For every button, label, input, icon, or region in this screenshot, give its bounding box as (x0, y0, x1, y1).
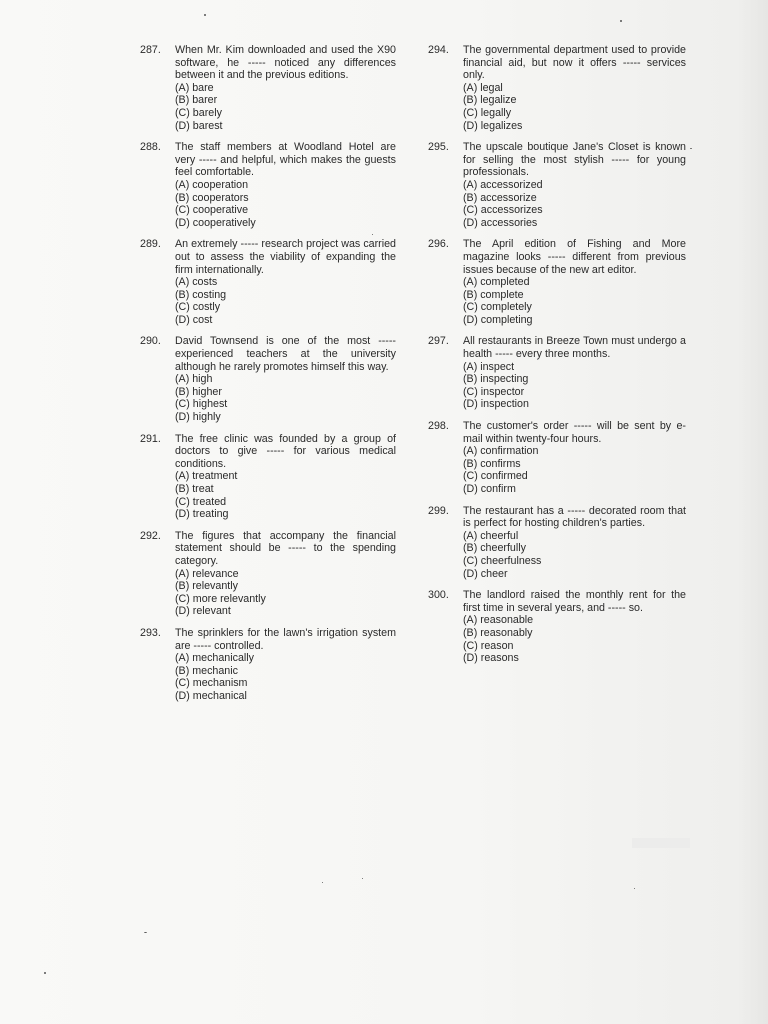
option-a: (A) cooperation (175, 178, 249, 191)
option-c: (C) legally (463, 106, 512, 119)
question-stem: The governmental department used to provide financial aid, but now it offers ----- services only. (463, 44, 686, 82)
answer-options (463, 82, 686, 132)
option-a: (A) costs (175, 276, 218, 289)
option-c: (C) treated (175, 495, 227, 508)
question-292 (140, 530, 396, 618)
scan-artifact (632, 838, 690, 848)
question-stem: David Townsend is one of the most ----- experienced teachers at the university although he rarely promotes himself this way. (175, 335, 396, 373)
answer-options (175, 82, 396, 132)
option-a: (A) high (175, 373, 213, 386)
question-288 (140, 141, 396, 229)
page-edge-shadow (738, 0, 768, 1024)
option-d: (D) cooperatively (175, 216, 256, 229)
answer-options (175, 373, 396, 423)
option-a: (A) completed (463, 276, 530, 289)
answer-options (463, 614, 686, 664)
option-a: (A) treatment (175, 470, 238, 483)
question-287 (140, 44, 396, 132)
option-b: (B) higher (175, 385, 222, 398)
option-d: (D) reasons (463, 652, 519, 665)
option-b: (B) reasonably (463, 626, 533, 639)
option-b: (B) relevantly (175, 580, 238, 593)
answer-options (463, 445, 686, 495)
question-stem: The staff members at Woodland Hotel are very ----- and helpful, which makes the guests feel comfortable. (175, 141, 396, 179)
option-c: (C) completely (463, 301, 532, 314)
option-d: (D) completing (463, 313, 533, 326)
option-b: (B) accessorize (463, 191, 537, 204)
option-c: (C) confirmed (463, 470, 528, 483)
option-c: (C) highest (175, 398, 228, 411)
question-number: 300. (428, 589, 449, 602)
option-c: (C) barely (175, 106, 222, 119)
option-c: (C) reason (463, 639, 514, 652)
question-stem: The upscale boutique Jane's Closet is known for selling the most stylish ----- for young professionals. (463, 141, 686, 179)
question-300 (428, 589, 686, 665)
option-c: (C) costly (175, 301, 221, 314)
answer-options (175, 568, 396, 618)
option-d: (D) barest (175, 119, 223, 132)
question-stem: When Mr. Kim downloaded and used the X90 software, he ----- noticed any differences between it and the previous editions. (175, 44, 396, 82)
question-number: 290. (140, 335, 161, 348)
option-a: (A) bare (175, 81, 214, 94)
question-294 (428, 44, 686, 132)
option-b: (B) mechanic (175, 664, 238, 677)
option-a: (A) legal (463, 81, 503, 94)
question-number: 288. (140, 141, 161, 154)
question-stem: All restaurants in Breeze Town must undergo a health ----- every three months. (463, 335, 686, 361)
answer-options (175, 470, 396, 520)
question-stem: The customer's order ----- will be sent by e-mail within twenty-four hours. (463, 420, 686, 445)
scan-speck (634, 888, 635, 889)
option-b: (B) treat (175, 483, 214, 495)
question-299 (428, 505, 686, 581)
question-number: 293. (140, 626, 161, 639)
question-stem: The figures that accompany the financial statement should be ----- to the spending category. (175, 529, 396, 567)
option-b: (B) legalize (463, 94, 517, 107)
scan-speck (204, 14, 206, 16)
question-number: 298. (428, 420, 449, 433)
option-a: (A) reasonable (463, 614, 534, 627)
question-number: 291. (140, 432, 161, 445)
answer-options (175, 652, 396, 702)
scan-speck (322, 882, 323, 883)
option-b: (B) barer (175, 94, 218, 107)
question-293 (140, 627, 396, 703)
question-stem: The free clinic was founded by a group of doctors to give ----- for various medical conditions. (175, 432, 396, 470)
option-d: (D) treating (175, 508, 229, 521)
scan-speck (44, 972, 46, 974)
option-d: (D) accessories (463, 216, 538, 229)
option-d: (D) cheer (463, 567, 508, 580)
question-number: 297. (428, 335, 449, 348)
question-stem: The April edition of Fishing and More magazine looks ----- different from previous issues because of the new art editor. (463, 238, 686, 276)
option-d: (D) relevant (175, 605, 231, 618)
question-stem: The sprinklers for the lawn's irrigation system are ----- controlled. (175, 626, 396, 652)
answer-options (463, 276, 686, 326)
question-number: 299. (428, 504, 449, 517)
right-question-column (428, 44, 686, 665)
option-c: (C) cheerfulness (463, 554, 542, 567)
answer-options (463, 530, 686, 580)
question-number: 292. (140, 529, 161, 542)
question-number: 295. (428, 141, 449, 154)
question-290 (140, 335, 396, 423)
option-a: (A) inspect (463, 360, 515, 373)
option-b: (B) complete (463, 288, 524, 301)
option-d: (D) legalizes (463, 119, 523, 132)
question-number: 287. (140, 44, 161, 56)
option-d: (D) inspection (463, 398, 529, 411)
option-b: (B) confirms (463, 457, 521, 470)
question-295 (428, 141, 686, 229)
question-298 (428, 420, 686, 496)
answer-options (175, 179, 396, 229)
question-number: 289. (140, 238, 161, 251)
answer-options (175, 276, 396, 326)
option-c: (C) accessorizes (463, 204, 543, 217)
question-289 (140, 238, 396, 326)
option-a: (A) confirmation (463, 445, 539, 458)
question-number: 296. (428, 238, 449, 251)
scan-speck (690, 148, 692, 149)
option-b: (B) cooperators (175, 191, 249, 204)
left-question-column (140, 44, 396, 703)
option-d: (D) cost (175, 313, 213, 326)
option-a: (A) relevance (175, 567, 239, 580)
option-b: (B) inspecting (463, 373, 529, 386)
option-a: (A) accessorized (463, 178, 543, 191)
option-d: (D) highly (175, 411, 221, 424)
option-c: (C) inspector (463, 385, 525, 398)
option-a: (A) mechanically (175, 652, 254, 665)
question-stem: The landlord raised the monthly rent for the first time in several years, and ----- so. (463, 589, 686, 614)
question-number: 294. (428, 44, 449, 56)
option-d: (D) mechanical (175, 689, 247, 702)
option-b: (B) cheerfully (463, 542, 526, 555)
question-296 (428, 238, 686, 326)
scan-speck (362, 878, 363, 879)
option-c: (C) more relevantly (175, 592, 266, 605)
answer-options (463, 179, 686, 229)
question-291 (140, 433, 396, 521)
option-c: (C) mechanism (175, 677, 248, 690)
option-c: (C) cooperative (175, 204, 249, 217)
question-stem: The restaurant has a ----- decorated room that is perfect for hosting children's parties. (463, 504, 686, 530)
option-b: (B) costing (175, 288, 227, 301)
option-a: (A) cheerful (463, 529, 519, 542)
option-d: (D) confirm (463, 483, 516, 495)
scan-speck (144, 932, 147, 933)
answer-options (463, 361, 686, 411)
question-stem: An extremely ----- research project was carried out to assess the viability of expanding the firm internationally. (175, 238, 396, 276)
scan-speck (620, 20, 622, 22)
question-297 (428, 335, 686, 411)
